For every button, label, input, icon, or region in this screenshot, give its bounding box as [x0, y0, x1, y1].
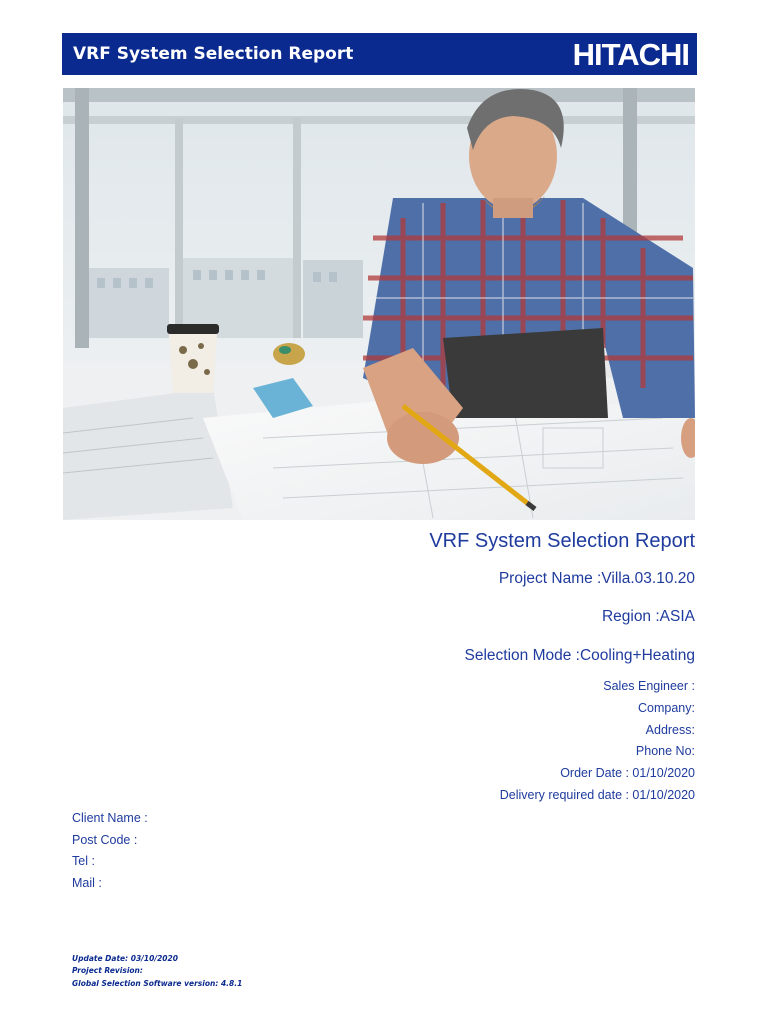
hitachi-logo: HITACHI — [572, 37, 689, 72]
company: Company: — [638, 701, 695, 715]
region: Region :ASIA — [601, 608, 695, 625]
header-bar — [62, 33, 697, 75]
hero-photo — [63, 88, 695, 520]
client-mail: Mail : — [72, 876, 102, 890]
header-title: VRF System Selection Report — [73, 44, 354, 64]
order-date: Order Date : 01/10/2020 — [560, 766, 695, 780]
delivery-date: Delivery required date : 01/10/2020 — [499, 788, 695, 802]
project-name: Project Name :Villa.03.10.20 — [498, 570, 695, 587]
client-name: Client Name : — [72, 811, 148, 825]
client-tel: Tel : — [72, 854, 95, 868]
client-post-code: Post Code : — [72, 833, 138, 847]
address: Address: — [645, 723, 695, 737]
software-version: Global Selection Software version: 4.8.1 — [72, 979, 243, 988]
photo-engineer-drafting-icon — [63, 88, 695, 520]
report-title: VRF System Selection Report — [429, 530, 695, 552]
selection-mode: Selection Mode :Cooling+Heating — [464, 647, 695, 664]
update-date: Update Date: 03/10/2020 — [72, 954, 178, 963]
phone-number: Phone No: — [635, 744, 695, 758]
sales-engineer: Sales Engineer : — [603, 679, 695, 693]
project-revision: Project Revision: — [72, 966, 143, 975]
